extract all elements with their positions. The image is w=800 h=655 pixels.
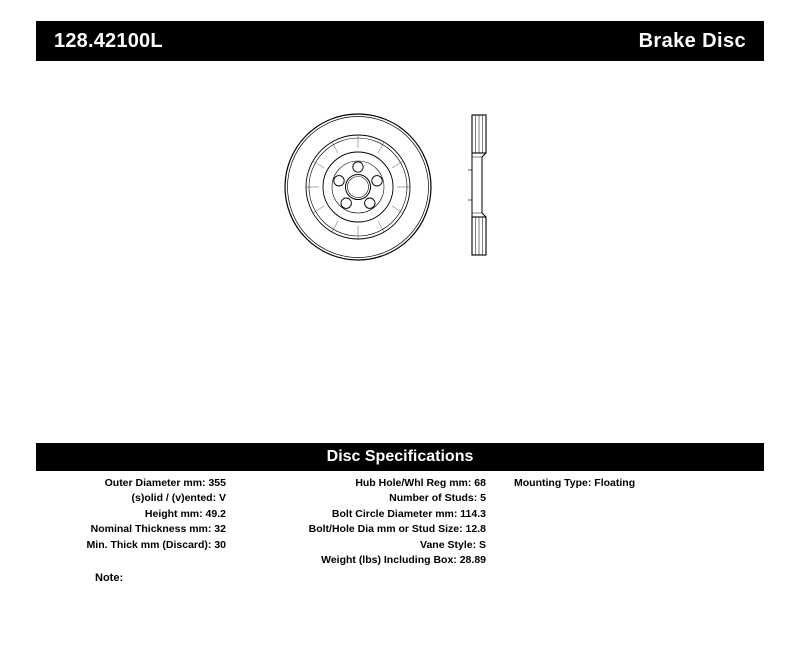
part-number: 128.42100L [54,30,163,52]
spec-column-left [36,476,226,553]
note-label: Note: [95,572,124,584]
spec-line: Number of Studs: 5 [389,492,486,505]
spec-line: Nominal Thickness mm: 32 [90,523,226,536]
spec-line: Hub Hole/Whl Reg mm: 68 [355,477,486,489]
rotor-side-view [468,115,486,255]
spec-section-header [36,443,764,471]
rotor-front-view [285,114,431,260]
page-title: Brake Disc [638,30,746,52]
spec-line: Outer Diameter mm: 355 [104,477,226,489]
spec-column-right [514,476,764,491]
spec-line: Min. Thick mm (Discard): 30 [86,538,226,551]
header-bar [36,21,764,61]
spec-line: Weight (lbs) Including Box: 28.89 [321,554,486,567]
spec-line: Bolt Circle Diameter mm: 114.3 [331,507,486,520]
spec-line: Vane Style: S [420,538,486,551]
product-drawing [270,95,540,280]
spec-section-title: Disc Specifications [326,448,474,465]
spec-line: (s)olid / (v)ented: V [131,492,226,505]
spec-columns [36,476,764,576]
spec-column-middle [246,476,486,568]
spec-line: Mounting Type: Floating [514,477,636,489]
spec-line: Bolt/Hole Dia mm or Stud Size: 12.8 [308,523,486,536]
spec-line: Height mm: 49.2 [144,507,226,520]
